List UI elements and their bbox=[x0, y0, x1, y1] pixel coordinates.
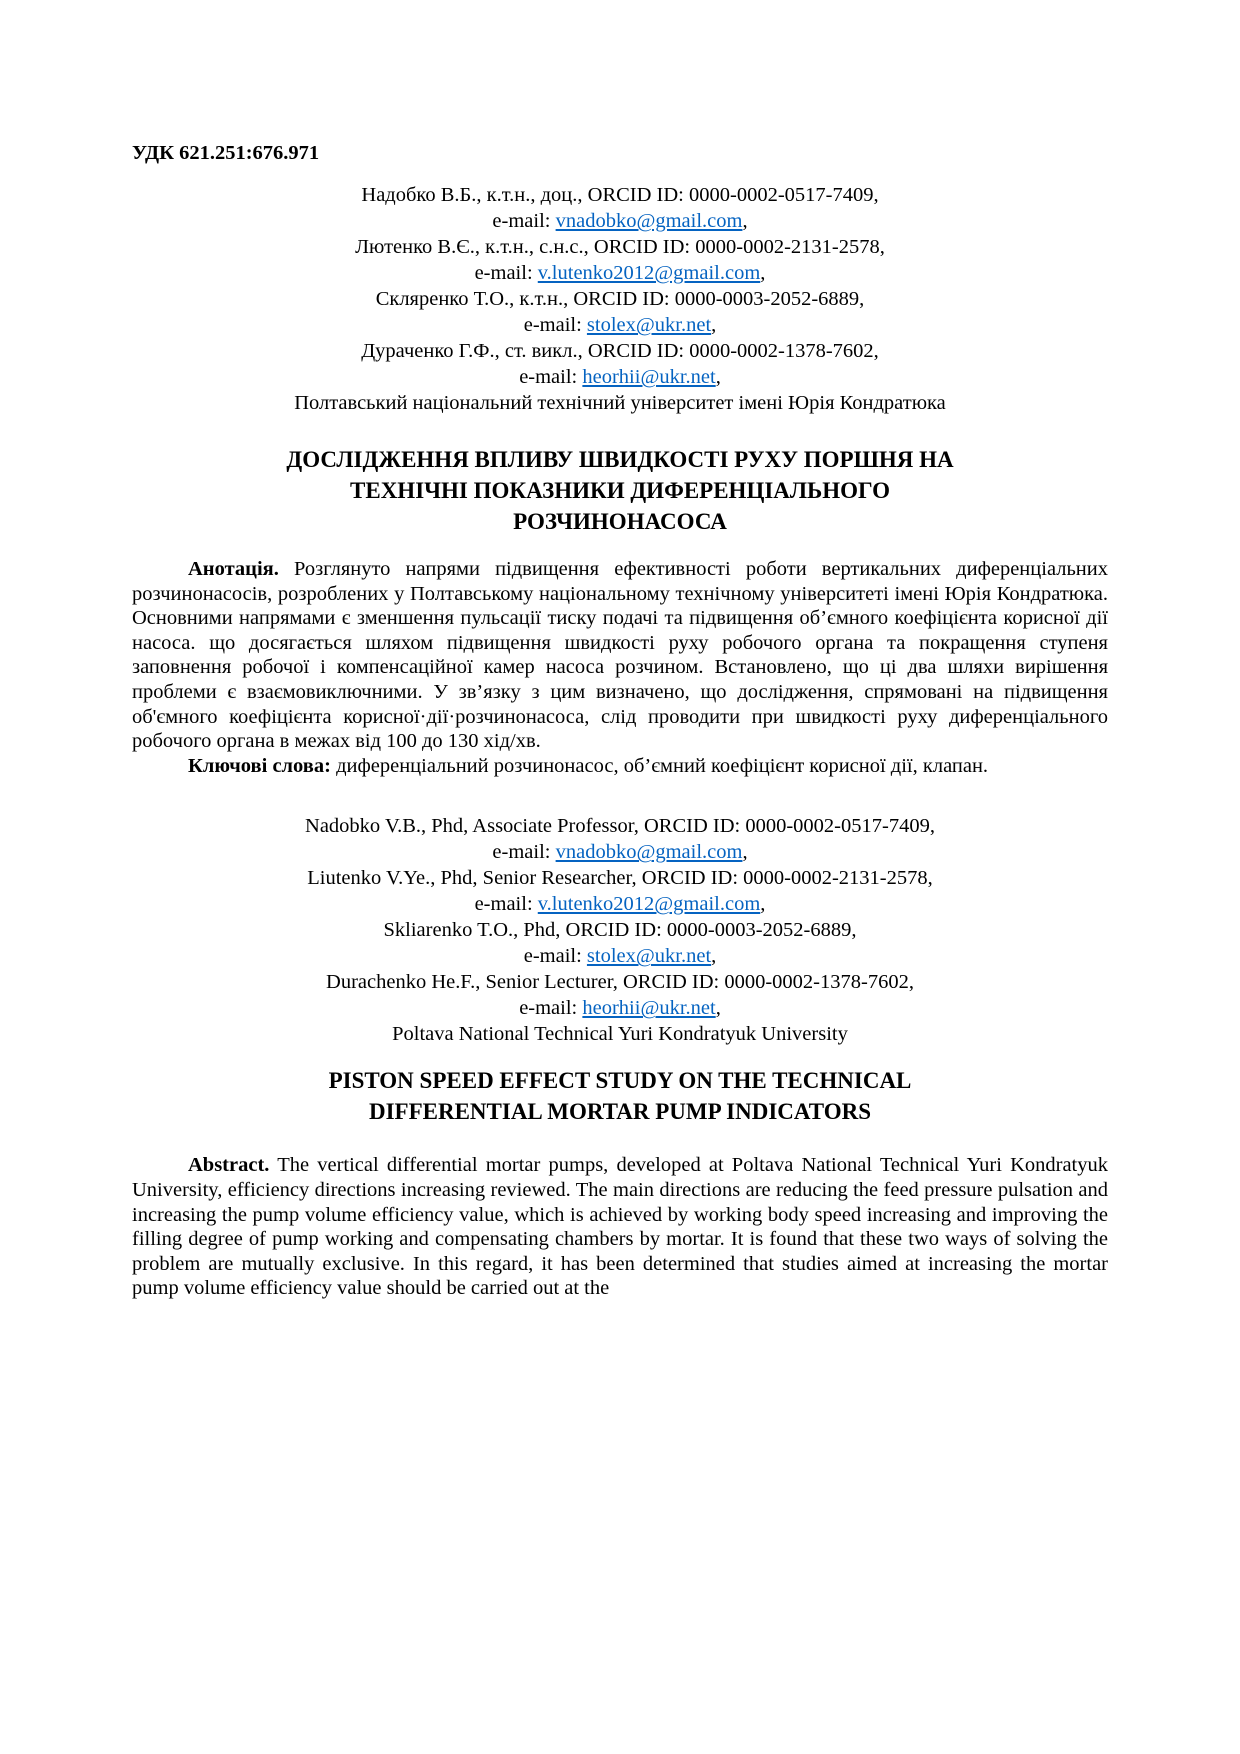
author-email-line bbox=[132, 839, 1108, 865]
email-label: e-mail: bbox=[474, 262, 538, 284]
author-line: Nadobko V.B., Phd, Associate Professor, ORCID ID: 0000-0002-0517-7409, bbox=[305, 815, 935, 838]
email-link[interactable]: v.lutenko2012@gmail.com bbox=[537, 893, 761, 916]
author-line: Лютенко В.Є., к.т.н., с.н.с., ORCID ID: 0000-0002-2131-2578, bbox=[355, 236, 885, 258]
email-link[interactable]: vnadobko@gmail.com bbox=[555, 210, 743, 232]
abstract-en bbox=[132, 1153, 1108, 1301]
article-title-ua bbox=[132, 444, 1108, 537]
email-suffix: , bbox=[715, 997, 721, 1020]
article-title-en bbox=[132, 1065, 1108, 1127]
author-email-line bbox=[132, 943, 1108, 969]
email-label: e-mail: bbox=[519, 997, 583, 1020]
email-suffix: , bbox=[711, 314, 717, 336]
author-line: Skliarenko T.O., Phd, ORCID ID: 0000-0003-2052-6889, bbox=[383, 919, 857, 942]
email-link[interactable]: vnadobko@gmail.com bbox=[555, 841, 743, 864]
email-link[interactable]: v.lutenko2012@gmail.com bbox=[537, 262, 761, 284]
author-email-line bbox=[132, 364, 1108, 390]
udc-number: УДК 621.251:676.971 bbox=[132, 142, 320, 164]
author-email-line bbox=[132, 312, 1108, 338]
author-email-line bbox=[132, 995, 1108, 1021]
author-line: Liutenko V.Ye., Phd, Senior Researcher, ORCID ID: 0000-0002-2131-2578, bbox=[307, 867, 933, 890]
email-suffix: , bbox=[760, 893, 766, 916]
keywords-ua bbox=[132, 754, 1108, 779]
title-en-line: DIFFERENTIAL MORTAR PUMP INDICATORS bbox=[368, 1099, 872, 1125]
keywords-ua-text: диференціальний розчинонасос, об’ємний коефіцієнт корисної дії, клапан. bbox=[330, 754, 989, 777]
email-label: e-mail: bbox=[474, 893, 538, 916]
author-line: Дураченко Г.Ф., ст. викл., ORCID ID: 0000-0002-1378-7602, bbox=[361, 340, 879, 362]
title-en-line: PISTON SPEED EFFECT STUDY ON THE TECHNICAL bbox=[328, 1068, 912, 1094]
author-email-line bbox=[132, 208, 1108, 234]
affiliation-line: Poltava National Technical Yuri Kondratyuk University bbox=[392, 1023, 848, 1046]
abstract-en-text: The vertical differential mortar pumps, developed at Poltava National Technical Yuri Kondratyuk University, efficiency directions increasing reviewed. The main directions are reducing the feed pressure pulsation and increasing the pump volume efficiency value, which is achieved by working body speed increasing and improving the filling degree of pump working and compensating chambers by mortar. It is found that these two ways of solving the problem are mutually exclusive. In this regard, it has been determined that studies aimed at increasing the mortar pump volume efficiency value should be carried out at the bbox=[132, 1154, 1108, 1300]
title-ua-line: ДОСЛІДЖЕННЯ ВПЛИВУ ШВИДКОСТІ РУХУ ПОРШНЯ НА bbox=[286, 447, 954, 472]
email-label: e-mail: bbox=[519, 366, 583, 388]
email-label: e-mail: bbox=[492, 210, 556, 232]
email-label: e-mail: bbox=[492, 841, 556, 864]
email-link[interactable]: stolex@ukr.net bbox=[586, 945, 712, 968]
author-email-line bbox=[132, 260, 1108, 286]
authors-block-en bbox=[132, 813, 1108, 1047]
abstract-ua bbox=[132, 557, 1108, 754]
affiliation-line: Полтавський національний технічний університет імені Юрія Кондратюка bbox=[294, 392, 946, 414]
authors-block-ua bbox=[132, 182, 1108, 416]
email-suffix: , bbox=[711, 945, 717, 968]
author-line: Надобко В.Б., к.т.н., доц., ORCID ID: 0000-0002-0517-7409, bbox=[361, 184, 879, 206]
keywords-ua-label: Ключові слова: bbox=[188, 754, 331, 777]
email-link[interactable]: heorhii@ukr.net bbox=[582, 997, 716, 1020]
email-label: e-mail: bbox=[523, 945, 587, 968]
email-label: e-mail: bbox=[523, 314, 587, 336]
email-suffix: , bbox=[715, 366, 721, 388]
email-link[interactable]: heorhii@ukr.net bbox=[582, 366, 716, 388]
email-suffix: , bbox=[760, 262, 766, 284]
abstract-ua-text: Розглянуто напрями підвищення ефективності роботи вертикальних диференціальних розчинонасосів, розроблених у Полтавському національному технічному університеті імені Юрія Кондратюка. Основними напрямами є зменшення пульсації тиску подачі та підвищення об’ємного коефіцієнта корисної дії насоса. що досягається шляхом підвищення швидкості руху робочого органа та покращення ступеня заповнення робочої і компенсаційної камер насоса розчином. Встановлено, що ці два шляхи вирішення проблеми є взаємовиключними. У зв’язку з цим визначено, що дослідження, спрямовані на підвищення об'ємного коефіцієнта корисної·дії·розчинонасоса, слід проводити при швидкості руху диференціального робочого органа в межах від 100 до 130 хід/хв. bbox=[132, 558, 1108, 753]
title-ua-line: ТЕХНІЧНІ ПОКАЗНИКИ ДИФЕРЕНЦІАЛЬНОГО bbox=[350, 478, 890, 503]
author-email-line bbox=[132, 891, 1108, 917]
author-line: Скляренко Т.О., к.т.н., ORCID ID: 0000-0003-2052-6889, bbox=[375, 288, 865, 310]
email-suffix: , bbox=[742, 210, 748, 232]
email-suffix: , bbox=[742, 841, 748, 864]
author-line: Durachenko He.F., Senior Lecturer, ORCID ID: 0000-0002-1378-7602, bbox=[326, 971, 914, 994]
abstract-en-label: Abstract. bbox=[188, 1154, 270, 1177]
email-link[interactable]: stolex@ukr.net bbox=[586, 314, 712, 336]
title-ua-line: РОЗЧИНОНАСОСА bbox=[513, 509, 727, 534]
abstract-ua-label: Анотація. bbox=[188, 558, 279, 580]
